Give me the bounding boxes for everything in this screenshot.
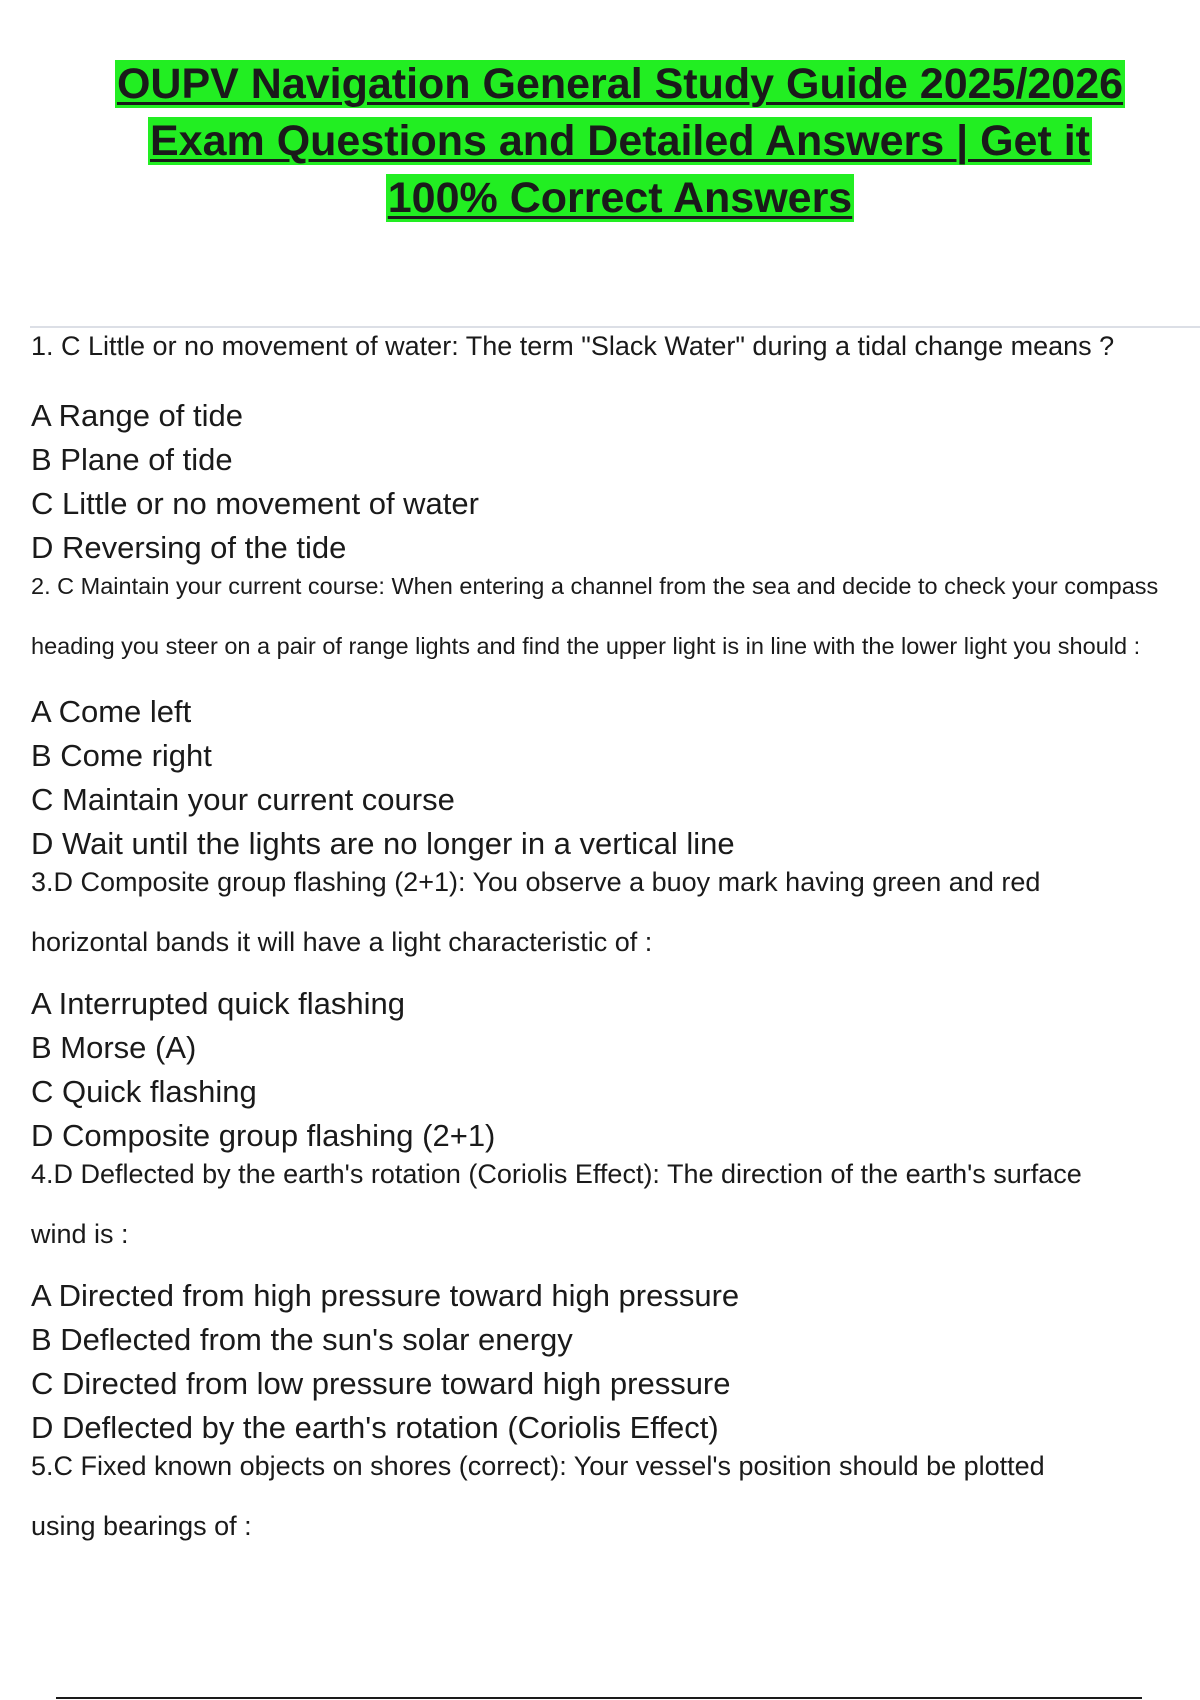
- questions-list: [31, 330, 1200, 1542]
- question-1-option-c: C Little or no movement of water: [31, 486, 479, 521]
- question-2-option-a: A Come left: [31, 694, 192, 729]
- question-4-option-c: C Directed from low pressure toward high pressure: [31, 1366, 731, 1401]
- section-divider: [30, 326, 1200, 328]
- question-4-text: 4.D Deflected by the earth's rotation (Coriolis Effect): The direction of the earth's surface: [31, 1159, 1082, 1189]
- document-title: [0, 56, 1200, 227]
- question-3-option-a: A Interrupted quick flashing: [31, 986, 405, 1021]
- question-1-option-b: B Plane of tide: [31, 442, 233, 477]
- question-5-text-cont: using bearings of :: [31, 1511, 252, 1541]
- question-4-text-cont: wind is :: [31, 1219, 129, 1249]
- title-line-3: 100% Correct Answers: [387, 174, 853, 222]
- question-4-option-b: B Deflected from the sun's solar energy: [31, 1322, 573, 1357]
- question-4-option-d: D Deflected by the earth's rotation (Coriolis Effect): [31, 1410, 719, 1445]
- question-2-option-d: D Wait until the lights are no longer in a vertical line: [31, 826, 735, 861]
- footer-rule: [56, 1697, 1142, 1699]
- question-3-text: 3.D Composite group flashing (2+1): You observe a buoy mark having green and red: [31, 867, 1041, 897]
- title-line-2: Exam Questions and Detailed Answers | Get it: [150, 117, 1090, 165]
- question-3-option-c: C Quick flashing: [31, 1074, 257, 1109]
- question-1-text: 1. C Little or no movement of water: The term "Slack Water" during a tidal change means ?: [31, 331, 1115, 361]
- question-3-text-cont: horizontal bands it will have a light characteristic of :: [31, 927, 653, 957]
- question-3-option-b: B Morse (A): [31, 1030, 197, 1065]
- title-line-1: OUPV Navigation General Study Guide 2025/2026: [116, 60, 1124, 108]
- question-4-option-a: A Directed from high pressure toward high pressure: [31, 1278, 740, 1313]
- question-2-text-cont: heading you steer on a pair of range lights and find the upper light is in line with the lower light you should :: [31, 633, 1141, 659]
- question-2-option-c: C Maintain your current course: [31, 782, 455, 817]
- question-3-option-d: D Composite group flashing (2+1): [31, 1118, 496, 1153]
- question-5-text: 5.C Fixed known objects on shores (correct): Your vessel's position should be plotted: [31, 1451, 1045, 1481]
- question-2-option-b: B Come right: [31, 738, 212, 773]
- question-1-option-a: A Range of tide: [31, 398, 243, 433]
- question-1-option-d: D Reversing of the tide: [31, 530, 347, 565]
- question-2-text: 2. C Maintain your current course: When entering a channel from the sea and decide to check your compass: [31, 573, 1159, 599]
